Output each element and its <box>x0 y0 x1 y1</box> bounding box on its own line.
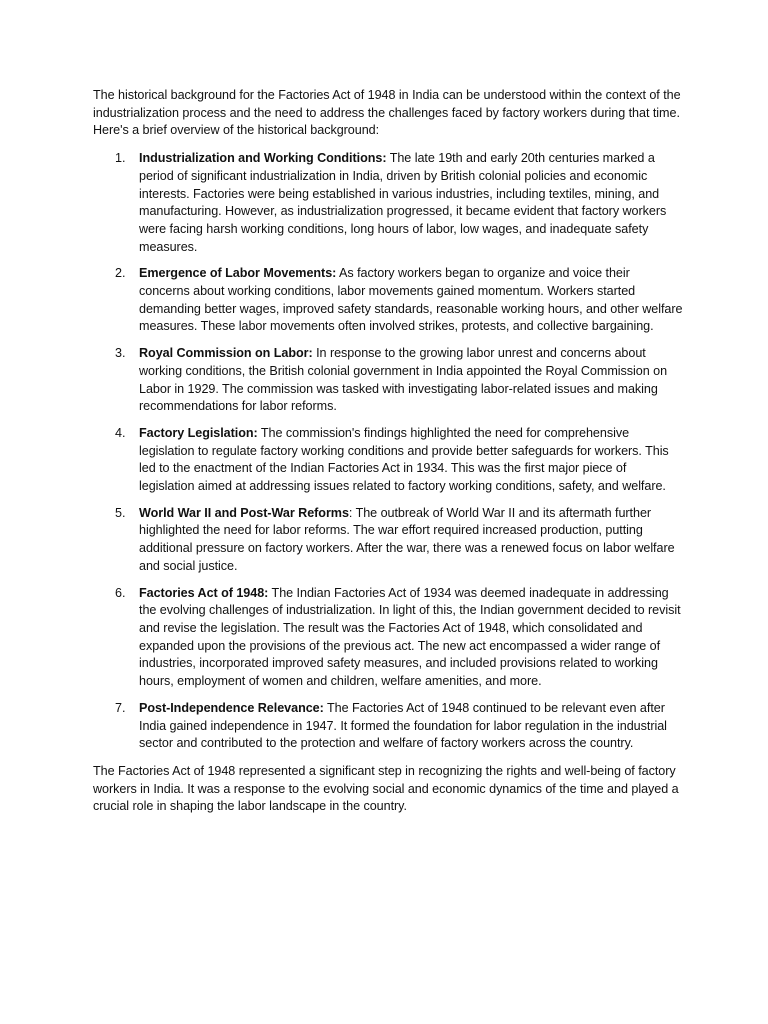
list-item <box>93 700 683 753</box>
list-item <box>93 150 683 256</box>
list-item-term: Royal Commission on Labor: <box>139 346 313 361</box>
list-item <box>93 425 683 496</box>
list-item-number: 7. <box>115 700 126 715</box>
list-item-text: The Indian Factories Act of 1934 was deemed inadequate in addressing the evolving challenges of industrialization. In light of this, the Indian government decided to revisit and revise the legislation. The result was the Factories Act of 1948, which consolidated and expanded upon the provisions of the previous act. The new act encompassed a wider range of industries, incorporated improved safety measures, and included provisions related to working hours, employment of women and children, welfare amenities, and more. <box>139 585 681 689</box>
list-item-term: World War II and Post-War Reforms <box>139 505 349 520</box>
list-item-number: 6. <box>115 585 126 600</box>
list-item-number: 5. <box>115 505 126 520</box>
list-item <box>93 585 683 691</box>
list-item-term: Emergence of Labor Movements: <box>139 266 337 281</box>
list-item-term: Factories Act of 1948: <box>139 585 269 600</box>
list-item-number: 1. <box>115 151 126 166</box>
document-page <box>93 87 683 826</box>
list-item-number: 4. <box>115 425 126 440</box>
list-item-text: : The outbreak of World War II and its aftermath further highlighted the need for labor reforms. The war effort required increased production, putting additional pressure on factory workers. After the war, there was a renewed focus on labor welfare and social justice. <box>139 505 675 573</box>
list-item-text: As factory workers began to organize and voice their concerns about working conditions, labor movements gained momentum. Workers started demanding better wages, improved safety standards, reasonable working hours, and other welfare measures. These labor movements often involved strikes, protests, and collective bargaining. <box>139 266 683 334</box>
list-item-number: 2. <box>115 266 126 281</box>
list-item <box>93 345 683 416</box>
list-item-term: Industrialization and Working Conditions: <box>139 151 387 166</box>
historical-background-list <box>93 150 683 753</box>
list-item-text: The late 19th and early 20th centuries marked a period of significant industrialization in India, driven by British colonial policies and economic interests. Factories were being established in various industries, including textiles, mining, and manufacturing. However, as industrialization progressed, it became evident that factory workers were facing harsh working conditions, long hours of labor, low wages, and inadequate safety measures. <box>139 151 667 254</box>
conclusion-paragraph: The Factories Act of 1948 represented a significant step in recognizing the rights and well-being of factory workers in India. It was a response to the evolving social and economic dynamics of the time and played a crucial role in shaping the labor landscape in the country. <box>93 763 679 814</box>
list-item-term: Factory Legislation: <box>139 425 258 440</box>
list-item-text: The commission's findings highlighted the need for comprehensive legislation to regulate factory working conditions and provide better safeguards for workers. This led to the enactment of the Indian Factories Act in 1934. This was the first major piece of legislation aimed at addressing issues related to factory working conditions, safety, and welfare. <box>139 425 669 494</box>
list-item-number: 3. <box>115 346 126 361</box>
list-item <box>93 505 683 576</box>
list-item <box>93 265 683 336</box>
list-item-term: Post-Independence Relevance: <box>139 700 324 715</box>
list-item-text: In response to the growing labor unrest and concerns about working conditions, the British colonial government in India appointed the Royal Commission on Labor in 1929. The commission was tasked with investigating labor-related issues and making recommendations for labor reforms. <box>139 346 668 414</box>
list-item-text: The Factories Act of 1948 continued to be relevant even after India gained independence in 1947. It formed the foundation for labor regulation in the industrial sector and contributed to the protection and welfare of factory workers across the country. <box>139 700 667 751</box>
intro-paragraph: The historical background for the Factories Act of 1948 in India can be understood within the context of the industrialization process and the need to address the challenges faced by factory workers during that time. Here's a brief overview of the historical background: <box>93 88 681 138</box>
